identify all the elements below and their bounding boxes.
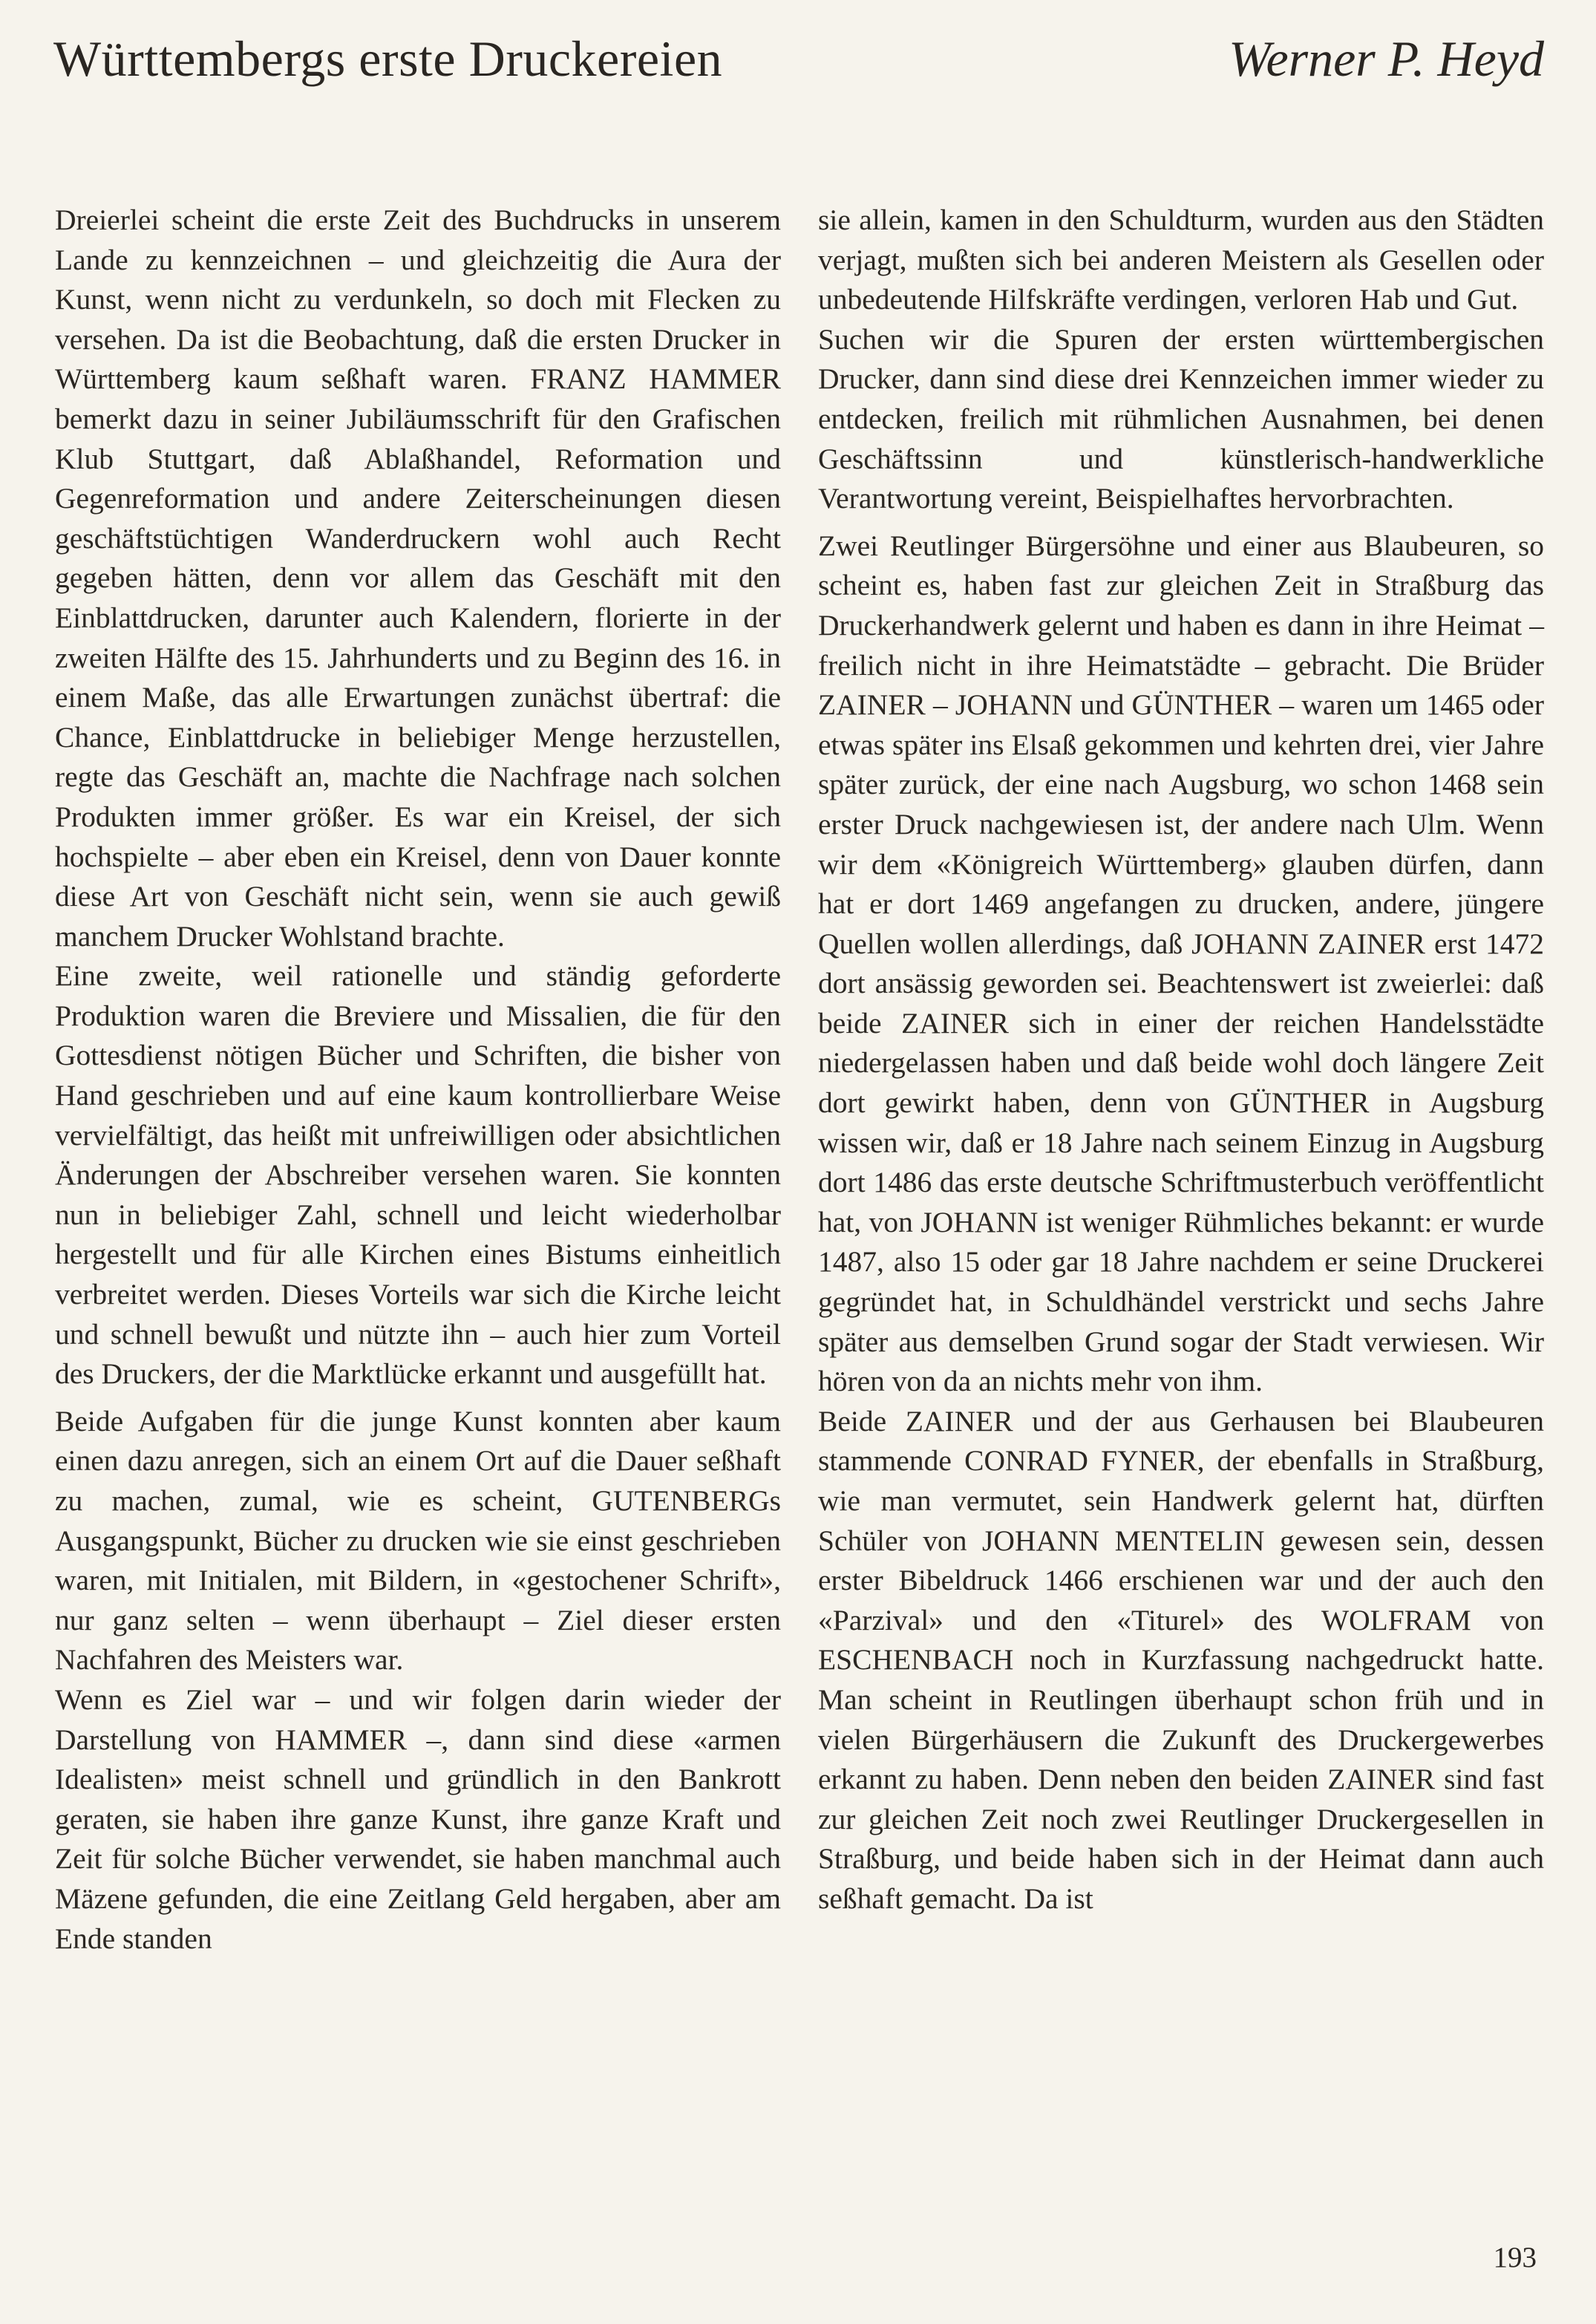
right-column [818,200,1544,1919]
paragraph: Dreierlei scheint die erste Zeit des Buchdrucks in unserem Lande zu kennzeichnen – und gleichzeitig die Aura der Kunst, wenn nicht zu verdunkeln, so doch mit Flecken zu versehen. Da ist die Beobachtung, daß die ersten Drucker in Württemberg kaum seßhaft waren. FRANZ HAMMER bemerkt dazu in seiner Jubiläumsschrift für den Grafischen Klub Stuttgart, daß Ablaßhandel, Reformation und Gegenreformation und andere Zeiterscheinungen diesen geschäftstüchtigen Wanderdruckern wohl auch Recht gegeben hätten, denn vor allem das Geschäft mit den Einblattdrucken, darunter auch Kalendern, florierte in der zweiten Hälfte des 15. Jahrhunderts und zu Beginn des 16. in einem Maße, das alle Erwartungen zunächst übertraf: die Chance, Einblattdrucke in beliebiger Menge herzustellen, regte das Geschäft an, machte die Nachfrage nach solchen Produkten immer größer. Es war ein Kreisel, der sich hochspielte – aber eben ein Kreisel, denn von Dauer konnte diese Art von Geschäft nicht sein, wenn sie auch gewiß manchem Drucker Wohlstand brachte. [55,203,781,953]
paragraph: Wenn es Ziel war – und wir folgen darin wieder der Darstellung von HAMMER –, dann sind diese «armen Idealisten» meist schnell und gründlich in den Bankrott geraten, sie haben ihre ganze Kunst, ihre ganze Kraft und Zeit für solche Bücher verwendet, sie haben manchmal auch Mäzene gefunden, die eine Zeitlang Geld hergaben, aber am Ende standen [55,1682,781,1955]
paragraph: Suchen wir die Spuren der ersten württembergischen Drucker, dann sind diese drei Kennzeichen immer wieder zu entdecken, freilich mit rühmlichen Ausnahmen, bei denen Geschäftssinn und künstlerisch-handwerkliche Verantwortung vereint, Beispielhaftes hervorbrachten. [818,322,1544,515]
page-number: 193 [1493,2242,1537,2274]
author-name: Werner P. Heyd [1229,30,1544,87]
paragraph: Beide Aufgaben für die junge Kunst konnten aber kaum einen dazu anregen, sich an einem Ort auf die Dauer seßhaft zu machen, zumal, wie es scheint, GUTENBERGs Ausgangspunkt, Bücher zu drucken wie sie einst geschrieben waren, mit Initialen, mit Bildern, in «gestochener Schrift», nur ganz selten – wenn überhaupt – Ziel dieser ersten Nachfahren des Meisters war. [55,1404,781,1677]
chapter-title: Württembergs erste Druckereien [53,30,723,87]
left-column [55,200,781,1959]
page-header [53,30,1544,111]
paragraph: Zwei Reutlinger Bürgersöhne und einer aus Blaubeuren, so scheint es, haben fast zur gleichen Zeit in Straßburg das Druckerhandwerk gelernt und haben es dann in ihre Heimat – freilich nicht in ihre Heimatstädte – gebracht. Die Brüder ZAINER – JOHANN und GÜNTHER – waren um 1465 oder etwas später ins Elsaß gekommen und kehrten drei, vier Jahre später zurück, der eine nach Augsburg, wo schon 1468 sein erster Druck nachgewiesen ist, der andere nach Ulm. Wenn wir dem «Königreich Württemberg» glauben dürfen, dann hat er dort 1469 angefangen zu drucken, andere, jüngere Quellen wollen allerdings, daß JOHANN ZAINER erst 1472 dort ansässig geworden sei. Beachtenswert ist zweierlei: daß beide ZAINER sich in einer der reichen Handelsstädte niedergelassen haben und daß beide wohl doch längere Zeit dort gewirkt haben, denn von GÜNTHER in Augsburg wissen wir, daß er 18 Jahre nach seinem Einzug in Augsburg dort 1486 das erste deutsche Schriftmusterbuch veröffentlicht hat, von JOHANN ist weniger Rühmliches bekannt: er wurde 1487, also 15 oder gar 18 Jahre nachdem er seine Druckerei gegründet hat, in Schuldhändel verstrickt und sechs Jahre später aus demselben Grund sogar der Stadt verwiesen. Wir hören von da an nichts mehr von ihm. [818,529,1544,1398]
paragraph: Beide ZAINER und der aus Gerhausen bei Blaubeuren stammende CONRAD FYNER, der ebenfalls in Straßburg, wie man vermutet, sein Handwerk gelernt hat, dürften Schüler von JOHANN MENTELIN gewesen sein, dessen erster Bibeldruck 1466 erschienen war und der auch den «Parzival» und den «Titurel» des WOLFRAM von ESCHENBACH noch in Kurzfassung nachgedruckt hatte. Man scheint in Reutlingen überhaupt schon früh und in vielen Bürgerhäusern die Zukunft des Druckergewerbes erkannt zu haben. Denn neben den beiden ZAINER sind fast zur gleichen Zeit noch zwei Reutlinger Druckergesellen in Straßburg, und beide haben sich in der Heimat dann auch seßhaft gemacht. Da ist [818,1404,1544,1915]
paragraph: sie allein, kamen in den Schuldturm, wurden aus den Städten verjagt, mußten sich bei anderen Meistern als Gesellen oder unbedeutende Hilfskräfte verdingen, verloren Hab und Gut. [818,203,1544,316]
paragraph: Eine zweite, weil rationelle und ständig geforderte Produktion waren die Breviere und Missalien, die für den Gottesdienst nötigen Bücher und Schriften, die bisher von Hand geschrieben und auf eine kaum kontrollierbare Weise vervielfältigt, das heißt mit unfreiwilligen oder absichtlichen Änderungen der Abschreiber versehen waren. Sie konnten nun in beliebiger Zahl, schnell und leicht wiederholbar hergestellt und für alle Kirchen eines Bistums einheitlich verbreitet werden. Dieses Vorteils war sich die Kirche leicht und schnell bewußt und nützte ihn – auch hier zum Vorteil des Druckers, der die Marktlücke erkannt und ausgefüllt hat. [55,959,781,1391]
